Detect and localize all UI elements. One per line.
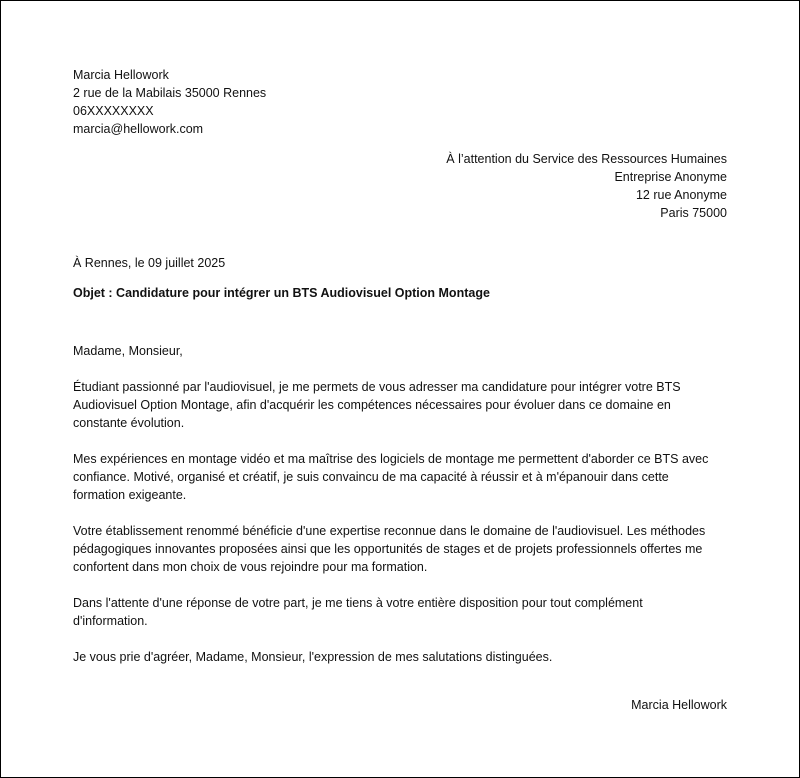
letter-subject: Objet : Candidature pour intégrer un BTS Audiovisuel Option Montage [73, 286, 490, 300]
sender-block [73, 66, 266, 138]
paragraph-line: Mes expériences en montage vidéo et ma maîtrise des logiciels de montage me permettent d'aborder ce BTS avec [73, 452, 709, 466]
letter-body [73, 342, 733, 684]
paragraph-line: Dans l'attente d'une réponse de votre part, je me tiens à votre entière disposition pour tout complément [73, 596, 643, 610]
letter-date: À Rennes, le 09 juillet 2025 [73, 256, 226, 270]
recipient-city: Paris 75000 [660, 206, 727, 220]
paragraph-line: pédagogiques innovantes proposées ainsi que les opportunités de stages et de projets professionnels offertes me [73, 542, 703, 556]
recipient-street: 12 rue Anonyme [635, 188, 727, 202]
paragraph-experience [73, 450, 733, 504]
recipient-block [446, 150, 727, 222]
paragraph-school [73, 522, 733, 576]
paragraph-line: formation exigeante. [73, 488, 187, 502]
sender-address: 2 rue de la Mabilais 35000 Rennes [73, 86, 267, 100]
paragraph-intro [73, 378, 733, 432]
paragraph-line: Étudiant passionné par l'audiovisuel, je me permets de vous adresser ma candidature pour intégrer votre BTS [73, 380, 681, 394]
salutation: Madame, Monsieur, [73, 344, 183, 358]
recipient-company: Entreprise Anonyme [614, 170, 727, 184]
paragraph-line: d'information. [73, 614, 148, 628]
sender-name: Marcia Hellowork [73, 68, 169, 82]
recipient-attention: À l’attention du Service des Ressources Humaines [446, 152, 727, 166]
sender-email: marcia@hellowork.com [73, 122, 204, 136]
sender-phone: 06XXXXXXXX [73, 104, 154, 118]
paragraph-line: confiance. Motivé, organisé et créatif, je suis convaincu de ma capacité à réussir et à m'épanouir dans cette [73, 470, 669, 484]
paragraph-line: Votre établissement renommé bénéficie d'une expertise reconnue dans le domaine de l'audiovisuel. Les méthodes [73, 524, 706, 538]
paragraph-availability [73, 594, 733, 630]
paragraph-closing [73, 648, 733, 666]
paragraph-line: constante évolution. [73, 416, 185, 430]
paragraph-line: confortent dans mon choix de vous rejoindre pour ma formation. [73, 560, 428, 574]
paragraph-line: Audiovisuel Option Montage, afin d'acquérir les compétences nécessaires pour évoluer dans ce domaine en [73, 398, 671, 412]
paragraph-line: Je vous prie d'agréer, Madame, Monsieur, l'expression de mes salutations distinguées. [73, 650, 553, 664]
signature: Marcia Hellowork [631, 698, 727, 712]
